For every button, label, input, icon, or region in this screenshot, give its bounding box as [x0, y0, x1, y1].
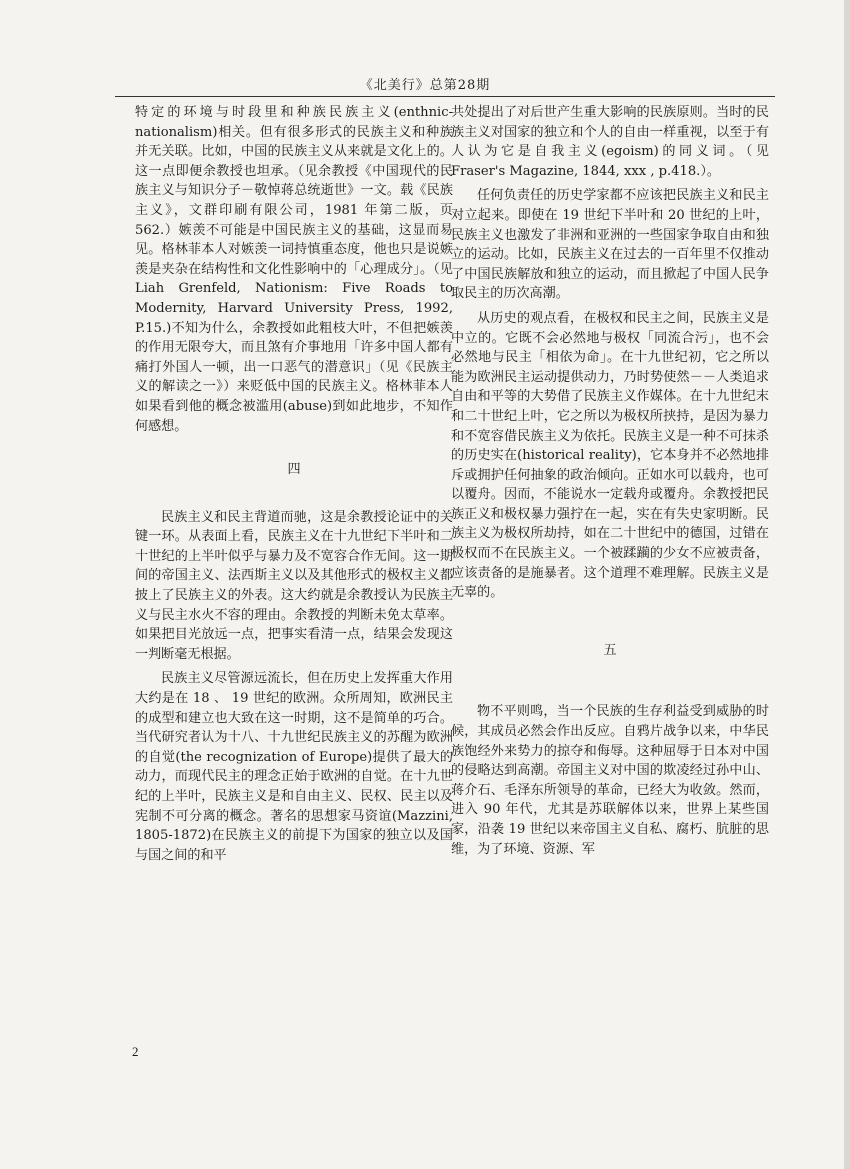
section-heading-four: 四 — [287, 462, 301, 478]
paragraph: 物不平则鸣，当一个民族的生存利益受到威胁的时候，其成员必然会作出反应。自鸦片战争以来，中华民族饱经外来势力的掠夺和侮辱。这种屈辱于日本对中国的侵略达到高潮。帝国主义对中国的欺凌经过孙中山、蒋介石、毛泽东所领导的革命，已经大为收敛。然而，进入 90 年代，尤其是苏联解体以来，世界上某些国家，沿袭 19 世纪以来帝国主义自私、腐朽、肮脏的思维，为了环境、资源、军 — [451, 704, 769, 857]
section-heading-five: 五 — [603, 642, 617, 658]
paragraph: 任何负责任的历史学家都不应该把民族主义和民主对立起来。即使在 19 世纪下半叶和 20 世纪的上叶，民族主义也激发了非洲和亚洲的一些国家争取自由和独立的运动。比如，民族主义在过去的一百年里不仅推动了中国民族解放和独立的运动，而且掀起了中国人民争取民主的历次高潮。 — [451, 188, 769, 302]
scan-edge — [844, 0, 850, 1169]
right-column — [451, 103, 769, 864]
paragraph: 民族主义和民主背道而驰，这是余教授论证中的关键一环。从表面上看，民族主义在十九世纪下半叶和二十世纪的上半叶似乎与暴力及不宽容合作无间。这一期间的帝国主义、法西斯主义以及其他形式的极权主义都披上了民族主义的外表。这大约就是余教授认为民族主义与民主水火不容的理由。余教授的判断未免太草率。如果把目光放远一点，把事实看清一点，结果会发现这一判断毫无根据。 — [135, 509, 453, 662]
paragraph: 从历史的观点看，在极权和民主之间，民族主义是中立的。它既不会必然地与极权「同流合污」，也不会必然地与民主「相依为命」。在十九世纪初，它之所以能为欧洲民主运动提供动力，乃时势使然－－人类追求自由和平等的大势借了民族主义作媒体。在十九世纪末和二十世纪上叶，它之所以为极权所挟持，是因为暴力和不宽容借民族主义为依托。民族主义是一种不可抹杀的历史实在(historical reality)，它本身并不必然地排斥或拥护任何抽象的政治倾向。正如水可以载舟，也可以覆舟。因而，不能说水一定载舟或覆舟。余教授把民族正义和极权暴力强拧在一起，实在有失史家明断。民族主义为极权所劫持，如在二十世纪中的德国，过错在极权而不在民族主义。一个被蹂躏的少女不应被责备，应该责备的是施暴者。这个道理不难理解。民族主义是无辜的。 — [451, 310, 769, 601]
header-rule — [115, 96, 775, 97]
page-number: 2 — [132, 1044, 139, 1059]
left-column — [135, 103, 453, 870]
paragraph: 民族主义尽管源远流长，但在历史上发挥重大作用大约是在 18 、 19 世纪的欧洲。众所周知，欧洲民主的成型和建立也大致在这一时期，这不是简单的巧合。当代研究者认为十八、十九世纪民族主义的苏醒为欧洲的自觉(the recognization of Europe)提供了最大的动力，而现代民主的理念正始于欧洲的自觉。在十九世纪的上半叶，民族主义是和自由主义、民权、民主以及宪制不可分离的概念。著名的思想家马资谊(Mazzini, 1805-1872)在民族主义的前提下为国家的独立以及国与国之间的和平 — [135, 671, 453, 863]
paragraph: 特定的环境与时段里和种族民族主义(enthnic-nationalism)相关。但有很多形式的民族主义和种族并无关联。比如，中国的民族主义从来就是文化上的。这一点即便余教授也坦承。（见余教授《中国现代的民族主义与知识分子－敬悼蒋总统逝世》一文。载《民族主义》，文群印刷有限公司，1981 年第二版，页 562.）嫉羡不可能是中国民族主义的基础，这显而易见。格林菲本人对嫉羡一词持慎重态度，他也只是说嫉羡是夹杂在结构性和文化性影响中的「心理成分」。（见 Liah Grenfeld, Nationism: Five Roads to Modernity, Harvard University Press, 1992, P.15.)不知为什么，余教授如此粗枝大叶，不但把嫉羡的作用无限夸大，而且煞有介事地用「许多中国人都有痛打外国人一顿，出一口恶气的潜意识」（见《民族主义的解读之一》）来贬低中国的民族主义。格林菲本人如果看到他的概念被滥用(abuse)到如此地步，不知作何感想。 — [135, 105, 453, 434]
paragraph: 共处提出了对后世产生重大影响的民族原则。当时的民族主义对国家的独立和个人的自由一样重视，以至于有人认为它是自我主义(egoism)的同义词。（见 Fraser's Magazine, 1844, xxx , p.418.）。 — [451, 105, 769, 179]
running-header: 《北美行》总第28期 — [359, 78, 491, 93]
